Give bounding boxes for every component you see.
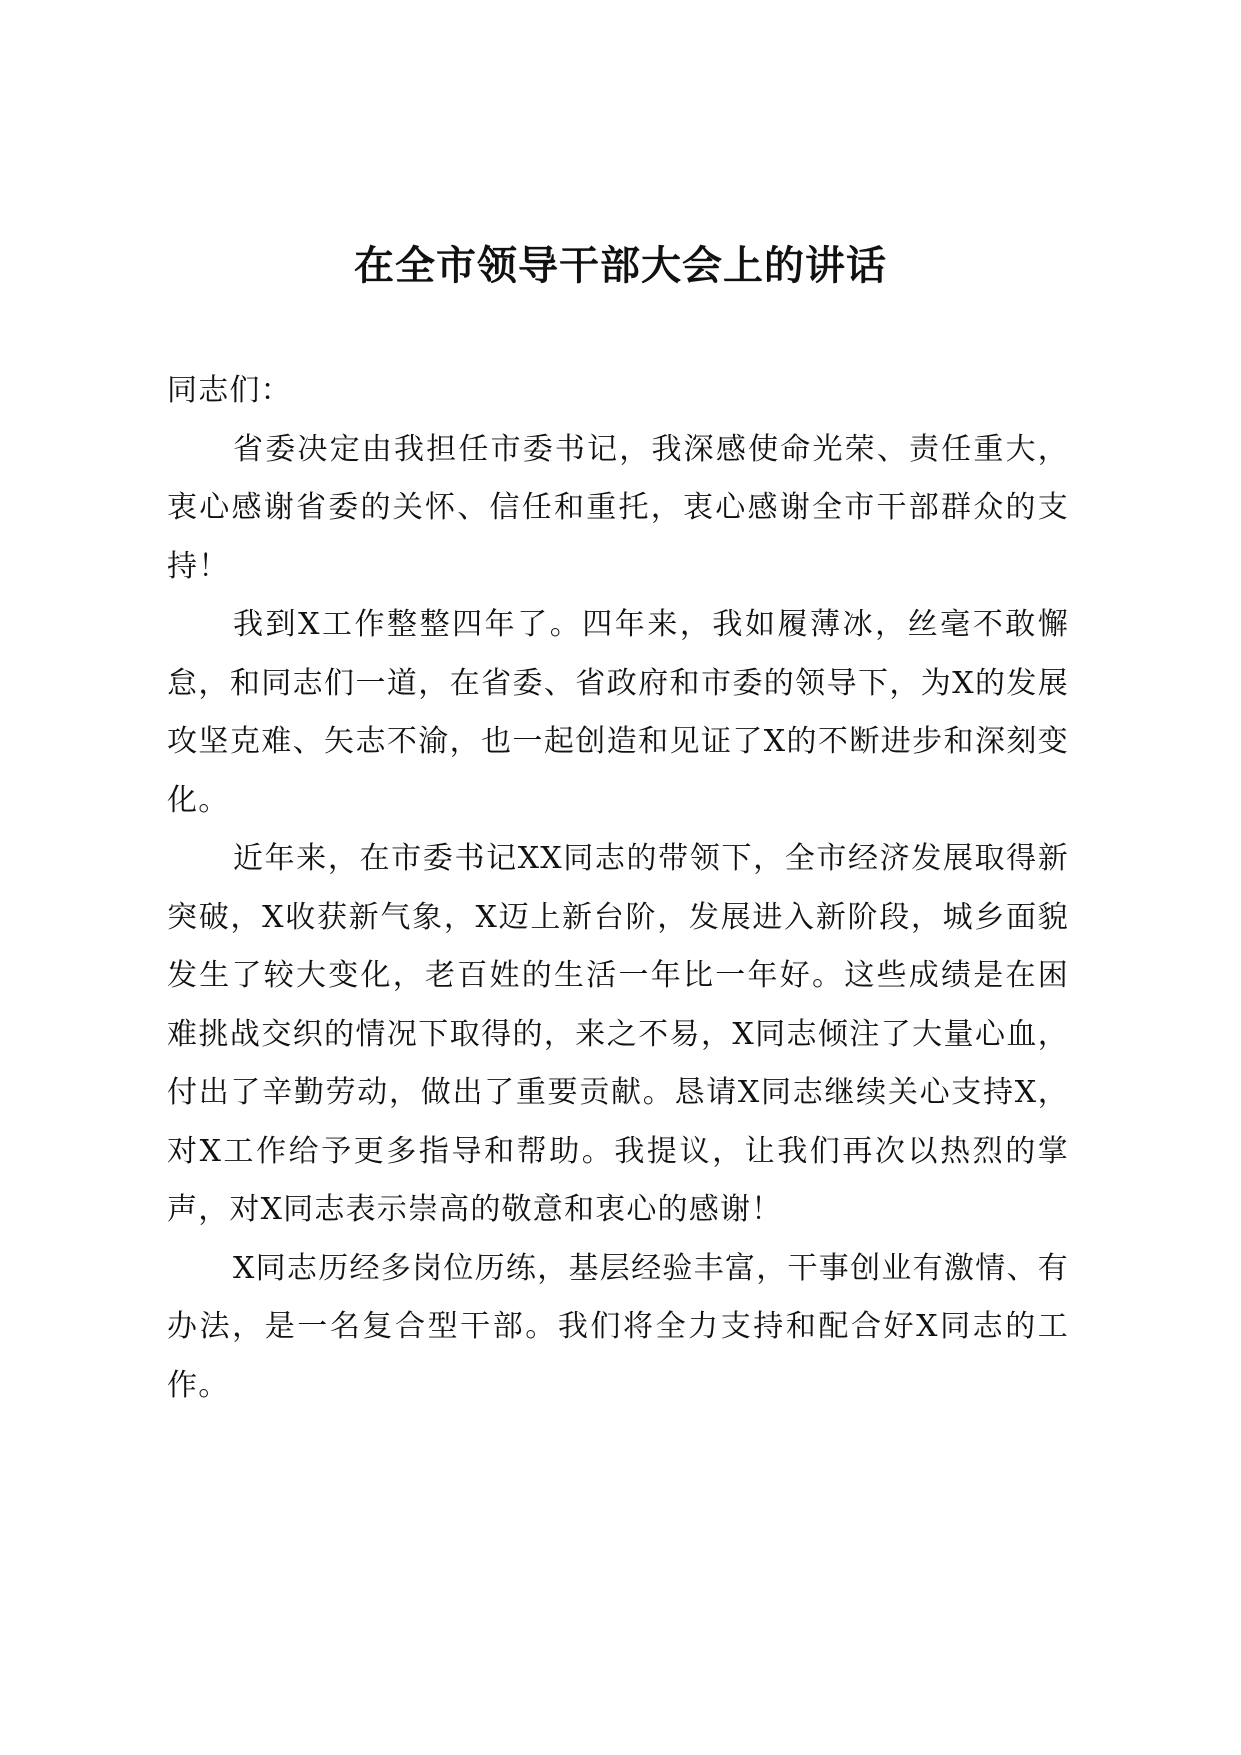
paragraph-2: 我到X工作整整四年了。四年来，我如履薄冰，丝毫不敢懈怠，和同志们一道，在省委、省政府和市委的领导下，为X的发展攻坚克难、矢志不渝，也一起创造和见证了X的不断进步和深刻变化。	[167, 607, 1069, 818]
document-title: 在全市领导干部大会上的讲话	[354, 243, 887, 289]
paragraph-1: 省委决定由我担任市委书记，我深感使命光荣、责任重大，衷心感谢省委的关怀、信任和重托，衷心感谢全市干部群众的支持！	[167, 431, 1069, 584]
salutation: 同志们：	[167, 373, 292, 408]
paragraph-3: 近年来，在市委书记XX同志的带领下，全市经济发展取得新突破，X收获新气象，X迈上新台阶，发展进入新阶段，城乡面貌发生了较大变化，老百姓的生活一年比一年好。这些成绩是在困难挑战交织的情况下取得的，来之不易，X同志倾注了大量心血，付出了辛勤劳动，做出了重要贡献。恳请X同志继续关心支持X，对X工作给予更多指导和帮助。我提议，让我们再次以热烈的掌声，对X同志表示崇高的敬意和衷心的感谢！	[167, 841, 1069, 1227]
paragraph-4: X同志历经多岗位历练，基层经验丰富，干事创业有激情、有办法，是一名复合型干部。我们将全力支持和配合好X同志的工作。	[167, 1250, 1069, 1403]
document-body	[167, 362, 1069, 1415]
